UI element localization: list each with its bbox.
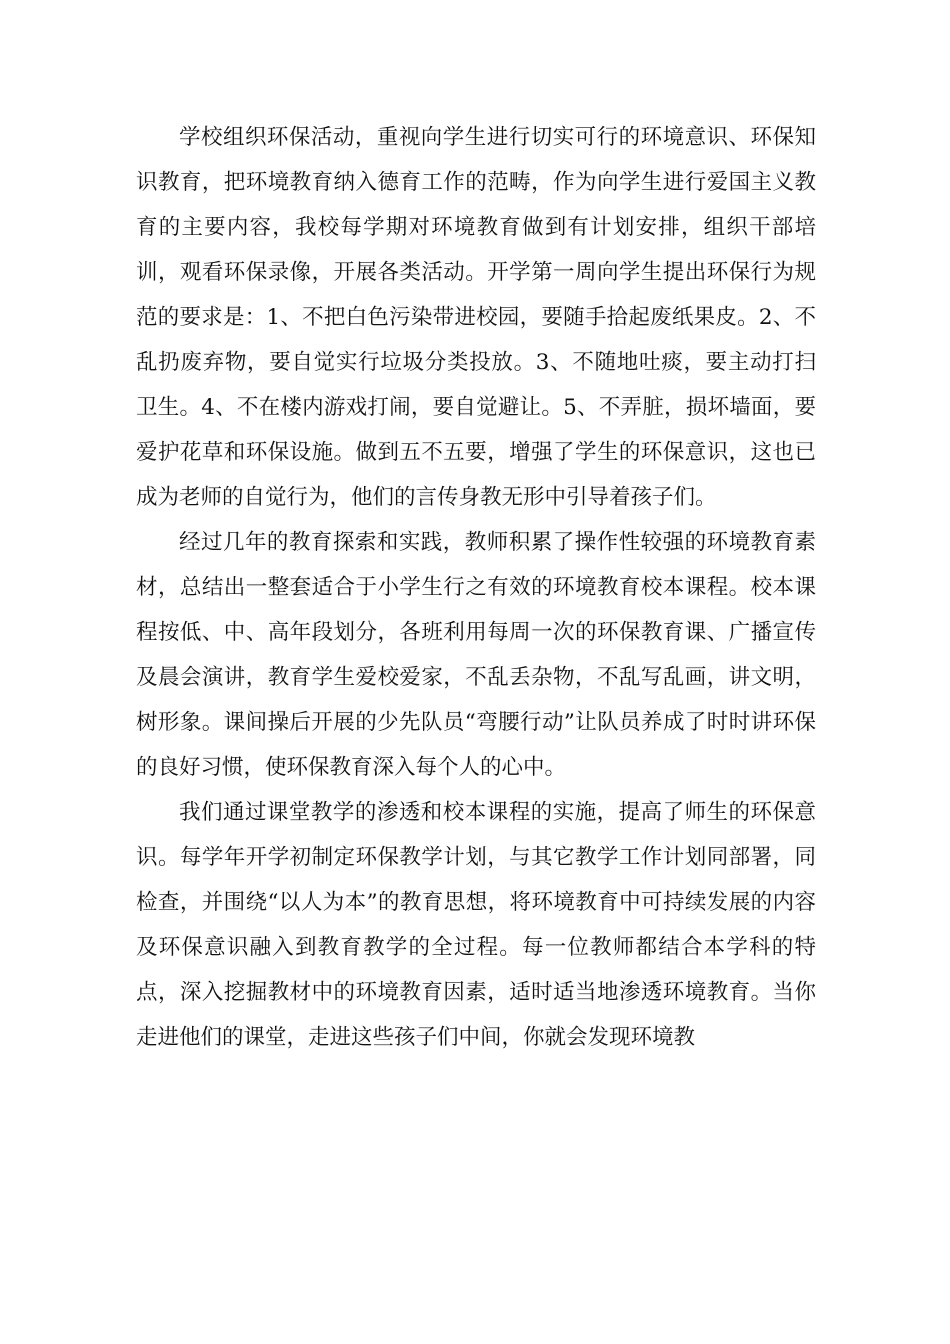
paragraph-2: 经过几年的教育探索和实践，教师积累了操作性较强的环境教育素材，总结出一整套适合于小学生行之有效的环境教育校本课程。校本课程按低、中、高年段划分，各班利用每周一次的环保教育课、广播宣传及晨会演讲，教育学生爱校爱家，不乱丢杂物，不乱写乱画，讲文明，树形象。课间操后开展的少先队员“弯腰行动”让队员养成了时时讲环保的良好习惯，使环保教育深入每个人的心中。 bbox=[136, 530, 816, 780]
paragraph-3: 我们通过课堂教学的渗透和校本课程的实施，提高了师生的环保意识。每学年开学初制定环保教学计划，与其它教学工作计划同部署，同检查，并围绕“以人为本”的教育思想，将环境教育中可持续发展的内容及环保意识融入到教育教学的全过程。每一位教师都结合本学科的特点，深入挖掘教材中的环境教育因素，适时适当地渗透环境教育。当你走进他们的课堂，走进这些孩子们中间，你就会发现环境教 bbox=[136, 800, 816, 1050]
paragraph-1: 学校组织环保活动，重视向学生进行切实可行的环境意识、环保知识教育，把环境教育纳入德育工作的范畴，作为向学生进行爱国主义教育的主要内容，我校每学期对环境教育做到有计划安排，组织干部培训，观看环保录像，开展各类活动。开学第一周向学生提出环保行为规范的要求是：1、不把白色污染带进校园，要随手拾起废纸果皮。2、不乱扔废弃物，要自觉实行垃圾分类投放。3、不随地吐痰，要主动打扫卫生。4、不在楼内游戏打闹，要自觉避让。5、不弄脏，损坏墙面，要爱护花草和环保设施。做到五不五要，增强了学生的环保意识，这也已成为老师的自觉行为，他们的言传身教无形中引导着孩子们。 bbox=[136, 125, 816, 510]
document-body bbox=[136, 115, 816, 1060]
